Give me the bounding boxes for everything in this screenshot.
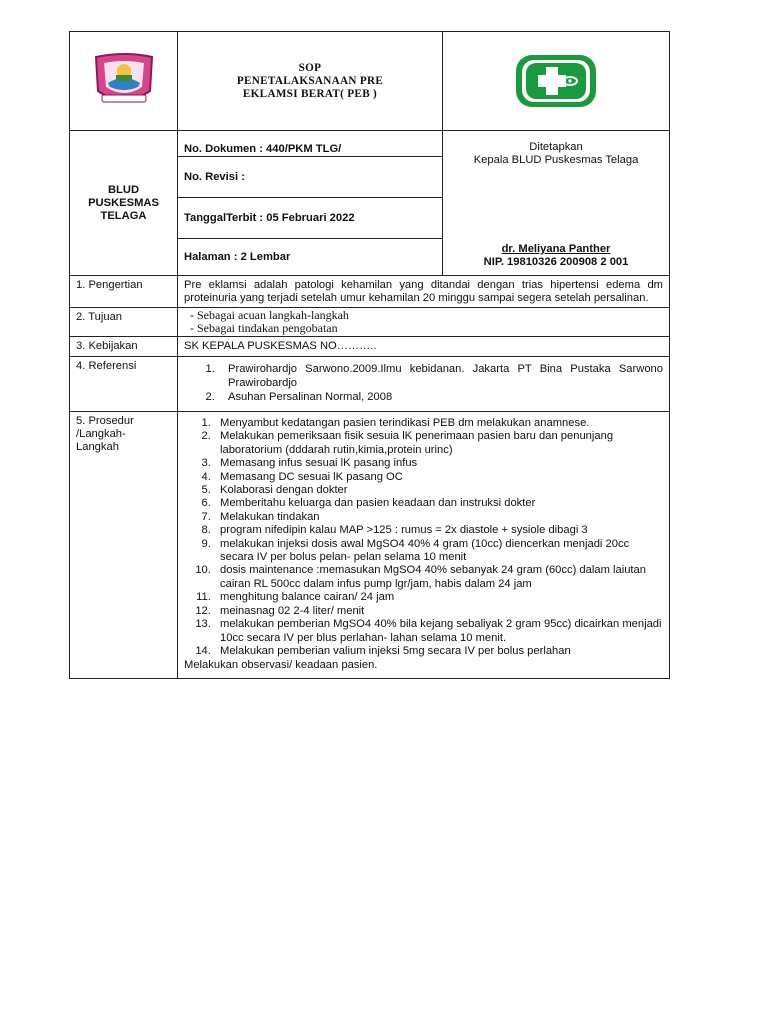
section-tujuan xyxy=(70,308,670,337)
referensi-content xyxy=(178,357,670,412)
kebijakan-text: SK KEPALA PUSKESMAS NO……….. xyxy=(178,337,670,357)
list-item: 4. Memasang DC sesuai lK pasang OC xyxy=(214,471,663,484)
logo-right-cell xyxy=(443,32,670,131)
list-item: 3. Memasang infus sesuai lK pasang infus xyxy=(214,457,663,470)
revision: No. Revisi : xyxy=(178,157,443,198)
logo-left-cell xyxy=(70,32,178,131)
list-item: 2. Melakukan pemeriksaan fisik sesuia lK penerimaan pasien baru dan penunjang laboratorium (dddarah rutin,kimia,protein urinc) xyxy=(214,430,663,457)
tujuan-label: 2. Tujuan xyxy=(70,308,178,337)
sop-table xyxy=(69,31,670,679)
list-item: 5. Kolaborasi dengan dokter xyxy=(214,484,663,497)
signer-nip: NIP. 19810326 200908 2 001 xyxy=(483,256,629,268)
prosedur-content xyxy=(178,412,670,679)
pages: Halaman : 2 Lembar xyxy=(178,239,443,276)
list-item: 1. Prawirohardjo Sarwono.2009.Ilmu kebidanan. Jakarta PT Bina Pustaka Sarwono Prawirobardjo xyxy=(218,362,663,390)
list-item: 10. dosis maintenance :memasukan MgSO4 40% sebanyak 24 gram (60cc) dalam laiutan cairan RL 500cc dalam infus pump lgr/jam, habis dalam 24 jam xyxy=(214,564,663,591)
signature-block xyxy=(443,243,669,269)
list-item: 11. menghitung balance cairan/ 24 jam xyxy=(214,591,663,604)
referensi-label: 4. Referensi xyxy=(70,357,178,412)
approval-cell xyxy=(443,131,670,276)
list-item: 9. melakukan injeksi dosis awal MgSO4 40% 4 gram (10cc) diencerkan menjadi 20cc secara IV per bolus pelan- pelan selama 10 menit xyxy=(214,538,663,565)
institution-line-3: TELAGA xyxy=(100,209,147,222)
section-referensi xyxy=(70,357,670,412)
header-row xyxy=(70,32,670,131)
list-item: 13. melakukan pemberian MgSO4 40% bila kejang sebaliyak 2 gram 95cc) dicairkan menjadi 10cc secara IV per blus perlahan- lahan selama 10 menit. xyxy=(214,618,663,645)
approval-line-1: Ditetapkan xyxy=(529,141,583,153)
list-item: 6. Memberitahu keluarga dan pasien keadaan dan instruksi dokter xyxy=(214,497,663,510)
title-cell xyxy=(178,32,443,131)
list-item: 12. meinasnag 02 2-4 liter/ menit xyxy=(214,605,663,618)
prosedur-steps xyxy=(184,417,663,658)
title-line-2: PENETALAKSANAAN PRE xyxy=(236,74,384,87)
regional-emblem-icon xyxy=(90,51,158,111)
list-item: 14. Melakukan pemberian valium injeksi 5mg secara IV per bolus perlahan xyxy=(214,645,663,658)
section-pengertian xyxy=(70,276,670,308)
prosedur-label: 5. Prosedur /Langkah- Langkah xyxy=(70,412,178,679)
referensi-list xyxy=(184,362,663,404)
institution-cell xyxy=(70,131,178,276)
prosedur-closing: Melakukan observasi/ keadaan pasien. xyxy=(184,659,378,672)
list-item: 7. Melakukan tindakan xyxy=(214,511,663,524)
list-item: - Sebagai acuan langkah-langkah xyxy=(190,308,349,322)
approval-line-2: Kepala BLUD Puskesmas Telaga xyxy=(473,154,639,166)
tujuan-content xyxy=(178,308,670,337)
meta-row-doc-number xyxy=(70,131,670,157)
tujuan-list xyxy=(184,309,663,335)
list-item: - Sebagai tindakan pengobatan xyxy=(190,321,338,335)
section-prosedur xyxy=(70,412,670,679)
issue-date: TanggalTerbit : 05 Februari 2022 xyxy=(178,198,443,239)
list-item: 8. program nifedipin kalau MAP >125 : rumus = 2x diastole + sysiole dibagi 3 xyxy=(214,524,663,537)
institution-line-1: BLUD xyxy=(107,183,140,196)
institution-line-2: PUSKESMAS xyxy=(88,196,159,209)
pengertian-text: Pre eklamsi adalah patologi kehamilan yang ditandai dengan trias hipertensi edema dm proteinuria yang terjadi setelah umur kehamilan 20 minggu sampai segera setelah persalinan. xyxy=(178,276,670,308)
sop-document xyxy=(69,31,669,679)
title-line-3: EKLAMSI BERAT( PEB ) xyxy=(242,87,378,100)
pengertian-label: 1. Pengertian xyxy=(70,276,178,308)
section-kebijakan xyxy=(70,337,670,357)
doc-number: No. Dokumen : 440/PKM TLG/ xyxy=(178,131,443,157)
title-line-1: SOP xyxy=(298,61,322,74)
green-cross-logo-icon xyxy=(512,51,600,111)
list-item: 2. Asuhan Persalinan Normal, 2008 xyxy=(218,390,663,404)
signer-name: dr. Meliyana Panther xyxy=(501,243,611,255)
list-item: 1. Menyambut kedatangan pasien terindikasi PEB dm melakukan anamnese. xyxy=(214,417,663,430)
kebijakan-label: 3. Kebijakan xyxy=(70,337,178,357)
